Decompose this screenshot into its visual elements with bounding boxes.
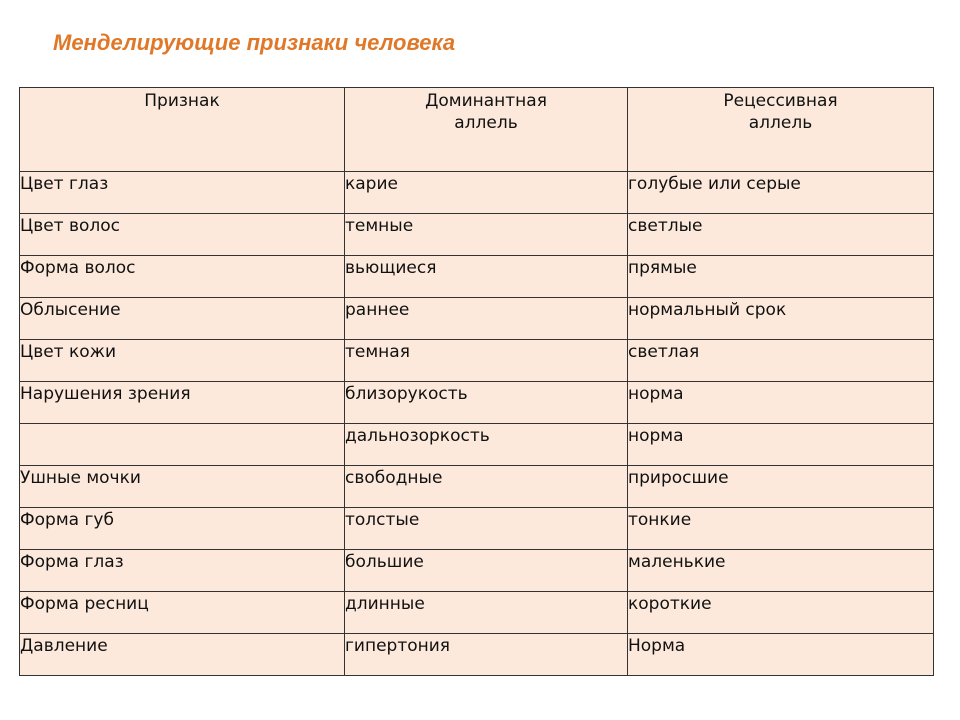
header-trait [20, 88, 345, 172]
header-row [20, 88, 934, 172]
cell-recessive: короткие [628, 592, 934, 634]
cell-trait [20, 424, 345, 466]
cell-recessive: приросшие [628, 466, 934, 508]
cell-recessive: прямые [628, 256, 934, 298]
cell-trait: Цвет волос [20, 214, 345, 256]
table-row [20, 550, 934, 592]
cell-recessive: норма [628, 382, 934, 424]
header-trait-label: Признак [144, 91, 220, 111]
cell-dominant: длинные [345, 592, 628, 634]
table-row [20, 256, 934, 298]
cell-dominant: близорукость [345, 382, 628, 424]
cell-dominant: вьющиеся [345, 256, 628, 298]
cell-recessive: нормальный срок [628, 298, 934, 340]
traits-table-container [19, 87, 933, 676]
cell-trait: Форма губ [20, 508, 345, 550]
cell-trait: Давление [20, 634, 345, 676]
cell-dominant: гипертония [345, 634, 628, 676]
cell-trait: Форма глаз [20, 550, 345, 592]
table-row [20, 172, 934, 214]
cell-dominant: карие [345, 172, 628, 214]
table-row [20, 634, 934, 676]
table-header [20, 88, 934, 172]
header-recessive-allele [628, 88, 934, 172]
cell-trait: Цвет кожи [20, 340, 345, 382]
table-row [20, 424, 934, 466]
table-row [20, 214, 934, 256]
header-dominant-allele [345, 88, 628, 172]
cell-recessive: голубые или серые [628, 172, 934, 214]
cell-trait: Цвет глаз [20, 172, 345, 214]
cell-trait: Нарушения зрения [20, 382, 345, 424]
cell-recessive: норма [628, 424, 934, 466]
table-row [20, 382, 934, 424]
cell-trait: Ушные мочки [20, 466, 345, 508]
cell-dominant: дальнозоркость [345, 424, 628, 466]
slide-title: Менделирующие признаки человека [53, 30, 456, 55]
table-row [20, 592, 934, 634]
cell-dominant: темная [345, 340, 628, 382]
cell-recessive: Норма [628, 634, 934, 676]
traits-table [19, 87, 934, 676]
cell-recessive: светлая [628, 340, 934, 382]
table-row [20, 466, 934, 508]
cell-recessive: маленькие [628, 550, 934, 592]
table-body [20, 172, 934, 676]
cell-dominant: темные [345, 214, 628, 256]
cell-trait: Форма ресниц [20, 592, 345, 634]
cell-dominant: большие [345, 550, 628, 592]
cell-recessive: светлые [628, 214, 934, 256]
table-row [20, 508, 934, 550]
cell-dominant: раннее [345, 298, 628, 340]
cell-recessive: тонкие [628, 508, 934, 550]
header-recessive-label: Рецессивная аллель [723, 91, 838, 133]
header-dominant-label: Доминантная аллель [425, 91, 547, 133]
cell-trait: Форма волос [20, 256, 345, 298]
table-row [20, 340, 934, 382]
table-row [20, 298, 934, 340]
cell-dominant: свободные [345, 466, 628, 508]
cell-trait: Облысение [20, 298, 345, 340]
cell-dominant: толстые [345, 508, 628, 550]
